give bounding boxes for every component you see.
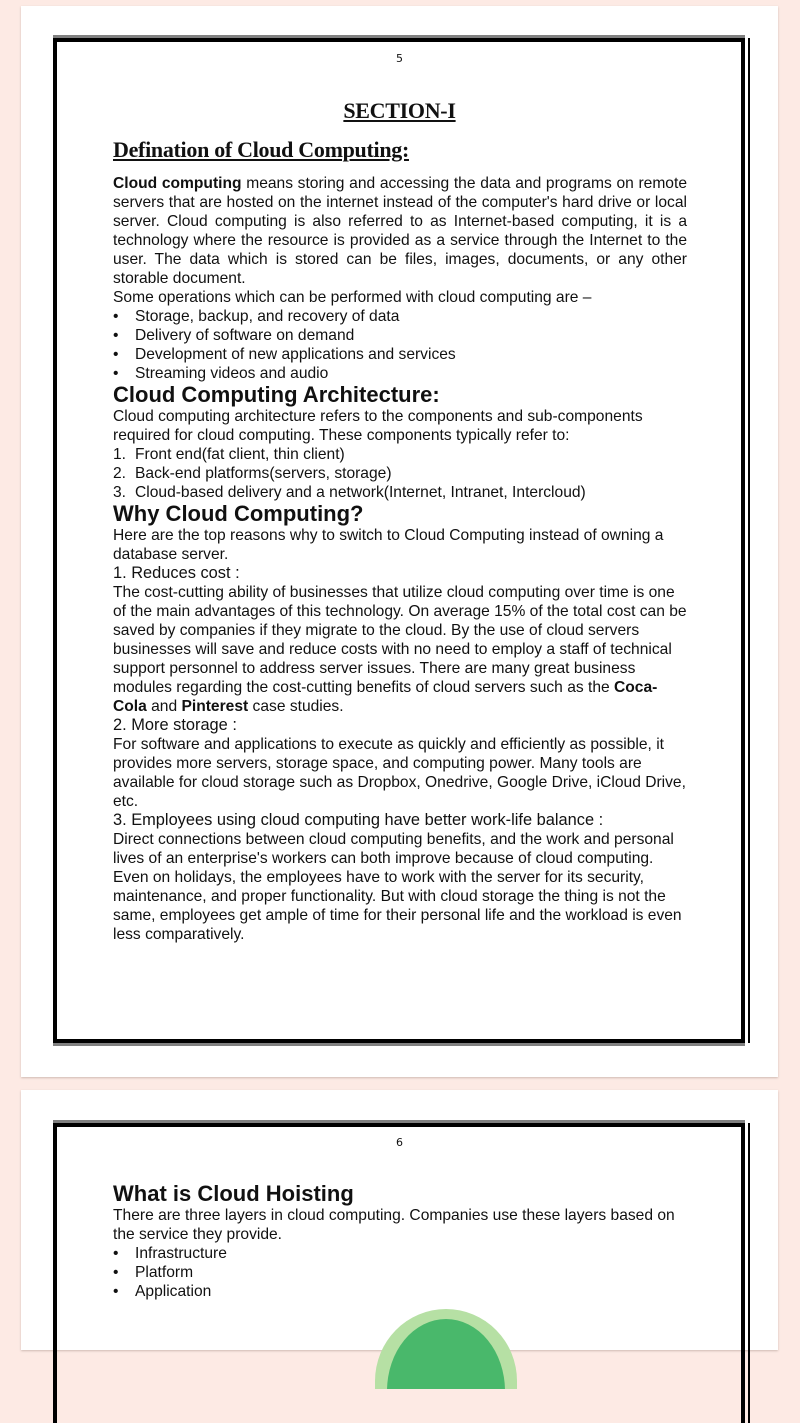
operations-intro: Some operations which can be performed with cloud computing are – xyxy=(113,289,592,306)
list-item: • Streaming videos and audio xyxy=(113,365,329,382)
list-item: 2. Back-end platforms(servers, storage) xyxy=(113,465,392,482)
reason-1-title: 1. Reduces cost : xyxy=(113,564,240,582)
definition-paragraph: Cloud computing means storing and accessing the data and programs on remote servers that are hosted on the internet instead of the computer's hard drive or local server. Cloud computing is also referred to as Internet-based computing, it is a technology where the resource is provided as a service through the Internet to the user. The data which is stored can be files, images, documents, or any other storable document. xyxy=(113,175,687,287)
hosting-heading: What is Cloud Hoisting xyxy=(113,1181,354,1206)
operations-list xyxy=(113,307,687,383)
reason-3-title: 3. Employees using cloud computing have better work-life balance : xyxy=(113,811,604,829)
bullet-icon: • xyxy=(113,346,119,363)
page-content xyxy=(113,137,687,944)
why-intro: Here are the top reasons why to switch to Cloud Computing instead of owning a database server. xyxy=(113,527,664,563)
list-item: • Application xyxy=(113,1283,212,1300)
page-content xyxy=(113,1182,687,1301)
bullet-icon: • xyxy=(113,365,119,382)
bullet-icon: • xyxy=(113,1245,119,1262)
page-number: 5 xyxy=(396,52,403,65)
architecture-paragraph: Cloud computing architecture refers to the components and sub-components required for cloud computing. These components typically refer to: xyxy=(113,408,643,444)
definition-lead: Cloud computing xyxy=(113,175,242,192)
list-item: • Development of new applications and services xyxy=(113,346,456,363)
architecture-heading: Cloud Computing Architecture: xyxy=(113,382,440,407)
definition-heading: Defination of Cloud Computing: xyxy=(113,137,409,162)
page-number: 6 xyxy=(396,1136,403,1149)
list-item: 3. Cloud-based delivery and a network(Internet, Intranet, Intercloud) xyxy=(113,484,586,501)
hosting-paragraph: There are three layers in cloud computing. Companies use these layers based on the service they provide. xyxy=(113,1207,675,1243)
list-item: • Storage, backup, and recovery of data xyxy=(113,308,400,325)
list-item: • Platform xyxy=(113,1264,194,1281)
document-page-5 xyxy=(21,6,778,1077)
document-page-6 xyxy=(21,1090,778,1350)
list-item: 1. Front end(fat client, thin client) xyxy=(113,446,345,463)
reason-1-text: The cost-cutting ability of businesses that utilize cloud computing over time is one of the main advantages of this technology. On average 15% of the total cost can be saved by companies if they migrate to the cloud. By the use of cloud servers businesses will save and reduce costs with no need to employ a staff of technical support personnel to address server issues. There are many great business modules regarding the cost-cutting benefits of cloud servers such as the Coca-Cola and Pinterest case studies. xyxy=(113,584,687,715)
reason-3-text: Direct connections between cloud computing benefits, and the work and personal lives of an enterprise's workers can both improve because of cloud computing. Even on holidays, the employees have to work with the server for its security, maintenance, and proper functionality. But with cloud storage the thing is not the same, employees get ample of time for their personal life and the workload is even less comparatively. xyxy=(113,831,682,943)
section-title: SECTION-I xyxy=(343,98,456,123)
bullet-icon: • xyxy=(113,1283,119,1300)
bullet-icon: • xyxy=(113,1264,119,1281)
list-item: • Delivery of software on demand xyxy=(113,327,355,344)
reason-2-title: 2. More storage : xyxy=(113,716,237,734)
list-item: • Infrastructure xyxy=(113,1245,227,1262)
reason-2-text: For software and applications to execute as quickly and efficiently as possible, it provides more servers, storage space, and computing power. Many tools are available for cloud storage such as Dropbox, Onedrive, Google Drive, iCloud Drive, etc. xyxy=(113,736,686,810)
layers-list xyxy=(113,1244,687,1301)
bullet-icon: • xyxy=(113,327,119,344)
cloud-layers-diagram xyxy=(375,1309,517,1389)
architecture-list xyxy=(113,445,687,502)
why-heading: Why Cloud Computing? xyxy=(113,501,364,526)
bullet-icon: • xyxy=(113,308,119,325)
